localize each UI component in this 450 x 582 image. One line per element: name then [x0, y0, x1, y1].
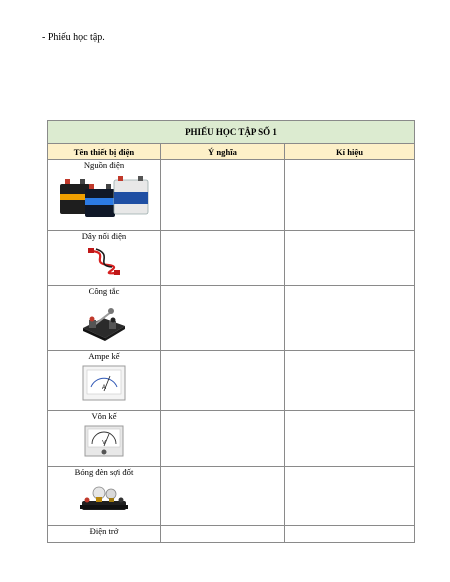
table-row [48, 231, 415, 286]
worksheet-table [47, 120, 415, 543]
header-meaning: Ý nghĩa [161, 144, 285, 160]
title-row [48, 121, 415, 144]
intro-line: - Phiếu học tập. [42, 32, 105, 43]
symbol-cell[interactable] [285, 467, 415, 526]
ammeter-letter: A [101, 385, 107, 391]
meaning-cell[interactable] [161, 351, 285, 411]
table-row [48, 160, 415, 231]
device-cell [48, 351, 161, 411]
device-cell [48, 160, 161, 231]
device-label: Vôn kế [91, 411, 117, 421]
meaning-cell[interactable] [161, 467, 285, 526]
table-row [48, 411, 415, 467]
device-label: Công tắc [88, 286, 120, 296]
meaning-cell[interactable] [161, 160, 285, 231]
meaning-cell[interactable] [161, 286, 285, 351]
meaning-cell[interactable] [161, 411, 285, 467]
header-device: Tên thiết bị điện [48, 144, 161, 160]
wire-icon [86, 245, 122, 279]
device-label: Nguồn điện [83, 160, 125, 170]
voltmeter-icon [84, 425, 124, 457]
header-row [48, 144, 415, 160]
device-cell [48, 411, 161, 467]
symbol-cell[interactable] [285, 526, 415, 543]
device-label: Bóng đèn sợi đốt [74, 467, 134, 477]
symbol-cell[interactable] [285, 286, 415, 351]
table-row [48, 286, 415, 351]
meaning-cell[interactable] [161, 526, 285, 543]
device-cell [48, 286, 161, 351]
voltmeter-letter: V [102, 440, 106, 446]
device-cell [48, 231, 161, 286]
battery-icon [58, 174, 150, 220]
symbol-cell[interactable] [285, 231, 415, 286]
worksheet-title: PHIẾU HỌC TẬP SỐ 1 [48, 121, 415, 144]
table-row [48, 467, 415, 526]
meaning-cell[interactable] [161, 231, 285, 286]
device-label: Điện trở [89, 526, 119, 536]
light-bulb-icon [79, 481, 129, 515]
symbol-cell[interactable] [285, 351, 415, 411]
table-row [48, 351, 415, 411]
device-label: Ampe kế [88, 351, 120, 361]
table-row [48, 526, 415, 543]
ammeter-icon [82, 365, 126, 401]
header-symbol: Kí hiệu [285, 144, 415, 160]
device-cell [48, 526, 161, 543]
symbol-cell[interactable] [285, 160, 415, 231]
symbol-cell[interactable] [285, 411, 415, 467]
device-label: Dây nối điện [81, 231, 127, 241]
device-cell [48, 467, 161, 526]
switch-icon [79, 300, 129, 342]
